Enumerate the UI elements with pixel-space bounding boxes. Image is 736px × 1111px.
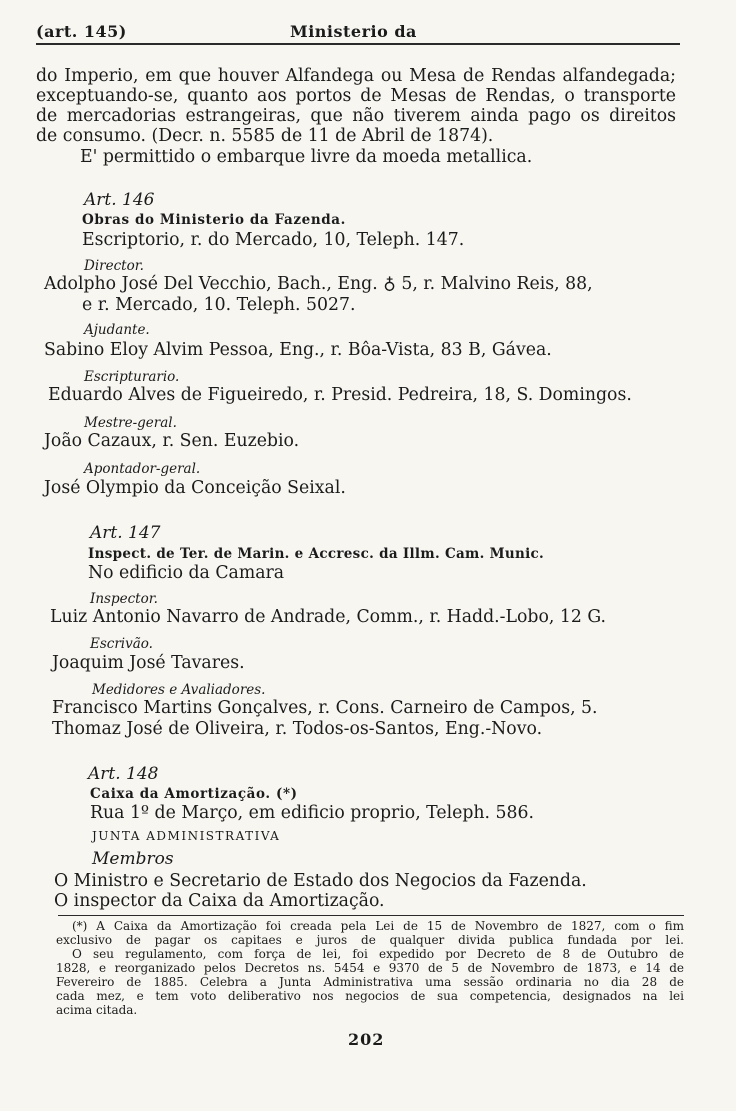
intro-line: exceptuando-se, quanto aos portos de Mesas de Rendas, o transporte bbox=[36, 86, 676, 106]
section-title: Obras do Ministerio da Fazenda. bbox=[82, 212, 346, 228]
article-number: Art. 146 bbox=[84, 190, 155, 210]
role-label: Inspector. bbox=[90, 591, 158, 607]
article-number: Art. 147 bbox=[90, 523, 161, 543]
intro-line: de mercadorias estrangeiras, que não tiverem ainda pago os direitos bbox=[36, 106, 676, 126]
role-label: Escripturario. bbox=[84, 369, 180, 385]
junta-heading: JUNTA ADMINISTRATIVA bbox=[92, 829, 281, 843]
intro-line: do Imperio, em que houver Alfandega ou Mesa de Rendas alfandegada; bbox=[36, 66, 676, 86]
header-article-ref: (art. 145) bbox=[36, 22, 127, 41]
member-entry: O inspector da Caixa da Amortização. bbox=[54, 891, 385, 911]
footnote-line: exclusivo de pagar os capitaes e juros de qualquer divida publica fundada por lei. bbox=[56, 933, 684, 947]
person-entry: Sabino Eloy Alvim Pessoa, Eng., r. Bôa-Vista, 83 B, Gávea. bbox=[44, 340, 552, 360]
footnote-line: 1828, e reorganizado pelos Decretos ns. 5454 e 9370 de 5 de Novembro de 1873, e 14 de bbox=[56, 961, 684, 975]
section-title: Caixa da Amortização. (*) bbox=[90, 786, 298, 802]
person-entry: Thomaz José de Oliveira, r. Todos-os-Santos, Eng.-Novo. bbox=[52, 719, 543, 739]
article-number: Art. 148 bbox=[88, 764, 159, 784]
section-title: Inspect. de Ter. de Marin. e Accresc. da Illm. Cam. Munic. bbox=[88, 546, 545, 562]
section-address: Escriptorio, r. do Mercado, 10, Teleph. 147. bbox=[82, 230, 465, 250]
section-address: No edificio da Camara bbox=[88, 563, 285, 583]
person-entry: Francisco Martins Gonçalves, r. Cons. Carneiro de Campos, 5. bbox=[52, 698, 598, 718]
role-label: Apontador-geral. bbox=[84, 461, 201, 477]
role-label: Escrivão. bbox=[90, 636, 153, 652]
footnote-line: O seu regulamento, com força de lei, foi expedido por Decreto de 8 de Outubro de bbox=[72, 947, 684, 961]
role-label: Ajudante. bbox=[84, 322, 150, 338]
intro-line: de consumo. (Decr. n. 5585 de 11 de Abril de 1874). bbox=[36, 126, 494, 146]
members-heading: Membros bbox=[92, 849, 174, 869]
intro-line: E' permittido o embarque livre da moeda metallica. bbox=[80, 147, 533, 167]
header-rule bbox=[36, 43, 680, 45]
section-address: Rua 1º de Março, em edificio proprio, Teleph. 586. bbox=[90, 803, 535, 823]
page-number: 202 bbox=[348, 1030, 385, 1049]
person-entry: João Cazaux, r. Sen. Euzebio. bbox=[44, 431, 300, 451]
footnote-line: (*) A Caixa da Amortização foi creada pela Lei de 15 de Novembro de 1827, com o fim bbox=[72, 919, 684, 933]
member-entry: O Ministro e Secretario de Estado dos Negocios da Fazenda. bbox=[54, 871, 587, 891]
role-label: Medidores e Avaliadores. bbox=[92, 682, 266, 698]
person-entry: José Olympio da Conceição Seixal. bbox=[44, 478, 346, 498]
role-label: Mestre-geral. bbox=[84, 415, 177, 431]
role-label: Director. bbox=[84, 258, 144, 274]
footnote-line: acima citada. bbox=[56, 1003, 138, 1017]
person-entry: Luiz Antonio Navarro de Andrade, Comm., r. Hadd.-Lobo, 12 G. bbox=[50, 607, 607, 627]
footnote-line: cada mez, e tem voto deliberativo nos negocios de sua competencia, designados na lei bbox=[56, 989, 684, 1003]
person-entry: Eduardo Alves de Figueiredo, r. Presid. Pedreira, 18, S. Domingos. bbox=[48, 385, 632, 405]
person-entry: e r. Mercado, 10. Teleph. 5027. bbox=[82, 295, 356, 315]
footnote-rule bbox=[58, 915, 684, 916]
footnote-line: Fevereiro de 1885. Celebra a Junta Administrativa uma sessão ordinaria no dia 28 de bbox=[56, 975, 684, 989]
person-entry: Adolpho José Del Vecchio, Bach., Eng. ♁ 5, r. Malvino Reis, 88, bbox=[44, 274, 593, 294]
person-entry: Joaquim José Tavares. bbox=[52, 653, 245, 673]
header-title: Ministerio da bbox=[290, 22, 417, 41]
